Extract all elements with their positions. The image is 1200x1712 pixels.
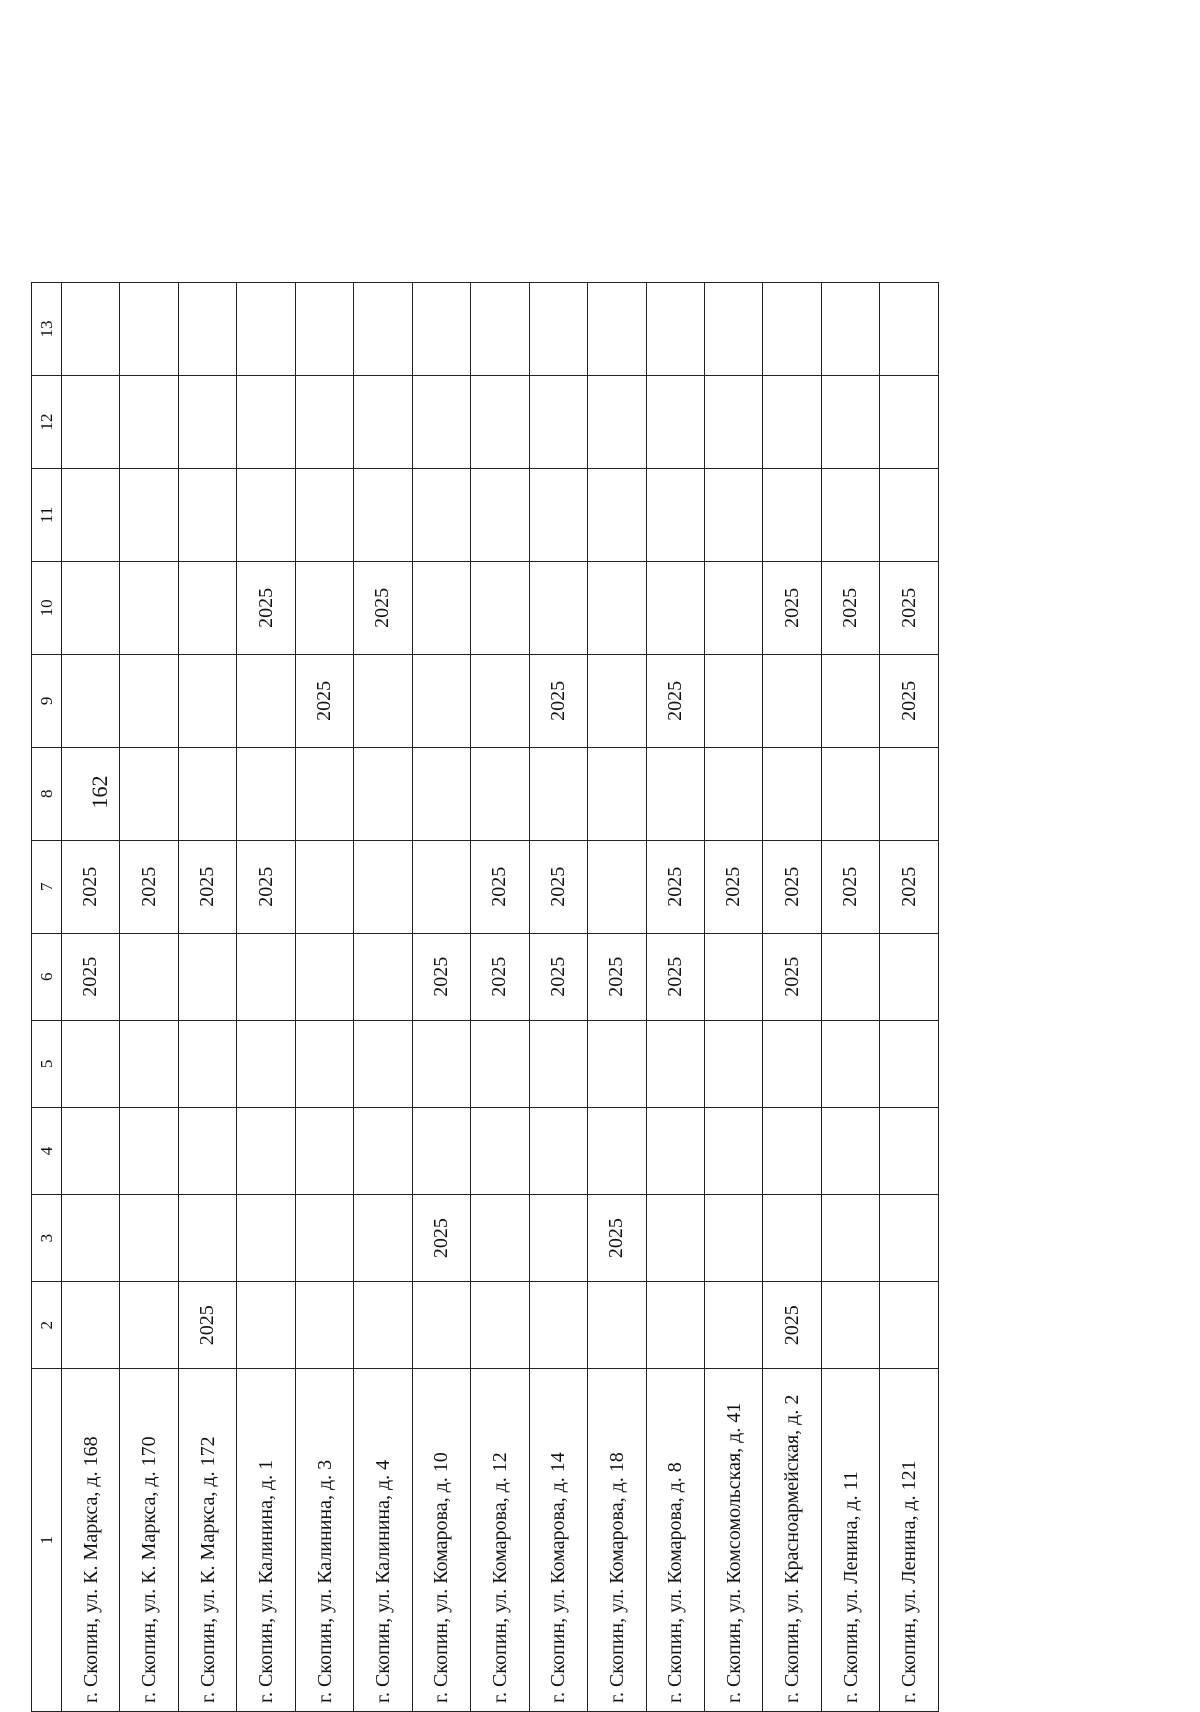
year-cell — [646, 1282, 704, 1369]
year-cell — [120, 468, 178, 561]
year-cell — [412, 840, 470, 933]
year-cell — [120, 1107, 178, 1194]
year-cell — [62, 1195, 120, 1282]
year-cell — [62, 1282, 120, 1369]
table-row — [354, 283, 412, 1712]
year-cell — [237, 283, 295, 376]
year-cell — [295, 376, 353, 469]
column-header-10: 10 — [32, 561, 62, 654]
year-cell — [237, 468, 295, 561]
year-cell — [295, 840, 353, 933]
year-cell — [704, 1282, 762, 1369]
year-cell — [880, 376, 939, 469]
table-row — [120, 283, 178, 1712]
year-cell — [704, 468, 762, 561]
year-cell — [295, 747, 353, 840]
year-cell — [412, 1282, 470, 1369]
year-cell: 2025 — [763, 561, 821, 654]
year-cell — [821, 654, 879, 747]
address-cell: г. Скопин, ул. Комарова, д. 8 — [646, 1369, 704, 1712]
year-cell: 2025 — [471, 933, 529, 1020]
year-cell — [471, 561, 529, 654]
year-cell — [880, 1107, 939, 1194]
year-cell — [295, 468, 353, 561]
column-header-2: 2 — [32, 1282, 62, 1369]
year-cell — [763, 376, 821, 469]
year-cell — [237, 1107, 295, 1194]
year-cell — [529, 1020, 587, 1107]
year-cell — [412, 468, 470, 561]
column-header-4: 4 — [32, 1107, 62, 1194]
table-row — [295, 283, 353, 1712]
column-header-11: 11 — [32, 468, 62, 561]
year-cell — [704, 376, 762, 469]
year-cell: 2025 — [295, 654, 353, 747]
year-cell: 2025 — [646, 840, 704, 933]
year-cell — [178, 747, 236, 840]
address-cell: г. Скопин, ул. К. Маркса, д. 168 — [62, 1369, 120, 1712]
column-header-5: 5 — [32, 1020, 62, 1107]
table-row — [471, 283, 529, 1712]
year-cell — [412, 376, 470, 469]
year-cell — [178, 654, 236, 747]
table-row — [178, 283, 236, 1712]
year-cell — [237, 933, 295, 1020]
year-cell: 2025 — [412, 1195, 470, 1282]
year-cell — [178, 1107, 236, 1194]
year-cell — [120, 654, 178, 747]
year-cell — [412, 1107, 470, 1194]
address-cell: г. Скопин, ул. К. Маркса, д. 170 — [120, 1369, 178, 1712]
year-cell — [471, 1282, 529, 1369]
year-cell — [62, 1107, 120, 1194]
year-cell — [354, 933, 412, 1020]
year-cell — [471, 654, 529, 747]
year-cell — [354, 840, 412, 933]
year-cell — [354, 468, 412, 561]
year-cell — [354, 283, 412, 376]
year-cell — [646, 561, 704, 654]
year-cell: 2025 — [471, 840, 529, 933]
year-cell — [178, 376, 236, 469]
column-header-12: 12 — [32, 376, 62, 469]
year-cell: 2025 — [821, 840, 879, 933]
schedule-table — [31, 282, 939, 1712]
year-cell — [354, 747, 412, 840]
address-cell: г. Скопин, ул. Комарова, д. 10 — [412, 1369, 470, 1712]
year-cell — [880, 1020, 939, 1107]
year-cell — [120, 561, 178, 654]
year-cell — [880, 933, 939, 1020]
year-cell — [704, 283, 762, 376]
year-cell — [763, 1195, 821, 1282]
year-cell — [178, 1195, 236, 1282]
year-cell: 2025 — [880, 654, 939, 747]
year-cell — [588, 747, 646, 840]
year-cell — [120, 747, 178, 840]
year-cell — [120, 1195, 178, 1282]
year-cell — [880, 468, 939, 561]
year-cell — [471, 1195, 529, 1282]
table-row — [763, 283, 821, 1712]
year-cell: 2025 — [62, 933, 120, 1020]
year-cell: 2025 — [529, 840, 587, 933]
year-cell: 2025 — [763, 1282, 821, 1369]
year-cell — [763, 283, 821, 376]
year-cell — [880, 1282, 939, 1369]
year-cell — [704, 654, 762, 747]
year-cell — [821, 1107, 879, 1194]
table-row — [62, 283, 120, 1712]
year-cell — [62, 654, 120, 747]
address-cell: г. Скопин, ул. Ленина, д. 121 — [880, 1369, 939, 1712]
address-cell: г. Скопин, ул. Калинина, д. 3 — [295, 1369, 353, 1712]
year-cell — [412, 747, 470, 840]
year-cell: 2025 — [62, 840, 120, 933]
year-cell — [529, 376, 587, 469]
year-cell — [62, 468, 120, 561]
year-cell — [412, 1020, 470, 1107]
year-cell: 2025 — [354, 561, 412, 654]
year-cell — [120, 1020, 178, 1107]
table-row — [237, 283, 295, 1712]
column-header-3: 3 — [32, 1195, 62, 1282]
year-cell — [471, 1107, 529, 1194]
column-header-6: 6 — [32, 933, 62, 1020]
year-cell — [529, 1282, 587, 1369]
column-header-7: 7 — [32, 840, 62, 933]
year-cell — [588, 283, 646, 376]
year-cell — [412, 283, 470, 376]
year-cell: 2025 — [412, 933, 470, 1020]
year-cell — [354, 1020, 412, 1107]
year-cell — [120, 933, 178, 1020]
page-number: 162 — [87, 775, 112, 809]
address-cell: г. Скопин, ул. Комарова, д. 14 — [529, 1369, 587, 1712]
column-header-13: 13 — [32, 283, 62, 376]
year-cell — [178, 933, 236, 1020]
year-cell — [529, 1107, 587, 1194]
year-cell — [646, 1020, 704, 1107]
table-row — [588, 283, 646, 1712]
year-cell — [821, 283, 879, 376]
year-cell — [763, 654, 821, 747]
year-cell — [763, 468, 821, 561]
year-cell — [62, 376, 120, 469]
year-cell — [588, 1020, 646, 1107]
year-cell — [588, 376, 646, 469]
year-cell — [62, 1020, 120, 1107]
year-cell — [821, 468, 879, 561]
year-cell: 2025 — [529, 933, 587, 1020]
year-cell — [646, 1107, 704, 1194]
table-row — [880, 283, 939, 1712]
year-cell — [295, 1195, 353, 1282]
year-cell — [295, 1020, 353, 1107]
table-header-row — [32, 283, 62, 1712]
table-row — [529, 283, 587, 1712]
year-cell — [529, 283, 587, 376]
table-row — [821, 283, 879, 1712]
address-cell: г. Скопин, ул. Комсомольская, д. 41 — [704, 1369, 762, 1712]
year-cell — [471, 747, 529, 840]
address-cell: г. Скопин, ул. Комарова, д. 12 — [471, 1369, 529, 1712]
table-row — [704, 283, 762, 1712]
year-cell: 2025 — [529, 654, 587, 747]
year-cell — [763, 747, 821, 840]
year-cell — [295, 1282, 353, 1369]
year-cell: 2025 — [120, 840, 178, 933]
year-cell — [821, 1282, 879, 1369]
year-cell — [646, 376, 704, 469]
year-cell — [471, 1020, 529, 1107]
year-cell — [646, 283, 704, 376]
year-cell — [62, 283, 120, 376]
year-cell — [763, 1020, 821, 1107]
year-cell — [354, 1282, 412, 1369]
year-cell — [237, 1282, 295, 1369]
year-cell — [704, 1107, 762, 1194]
year-cell — [354, 654, 412, 747]
year-cell — [529, 468, 587, 561]
year-cell — [237, 747, 295, 840]
year-cell — [880, 283, 939, 376]
year-cell: 2025 — [880, 840, 939, 933]
year-cell — [704, 561, 762, 654]
year-cell — [588, 1282, 646, 1369]
year-cell — [178, 1020, 236, 1107]
year-cell: 2025 — [237, 561, 295, 654]
year-cell — [354, 1195, 412, 1282]
year-cell: 2025 — [588, 1195, 646, 1282]
year-cell — [471, 376, 529, 469]
year-cell — [529, 747, 587, 840]
year-cell — [880, 1195, 939, 1282]
year-cell — [295, 561, 353, 654]
year-cell — [237, 654, 295, 747]
year-cell — [763, 1107, 821, 1194]
year-cell — [646, 1195, 704, 1282]
year-cell: 2025 — [704, 840, 762, 933]
address-cell: г. Скопин, ул. Ленина, д. 11 — [821, 1369, 879, 1712]
year-cell — [237, 1195, 295, 1282]
year-cell: 2025 — [646, 933, 704, 1020]
table-row — [412, 283, 470, 1712]
year-cell — [646, 468, 704, 561]
year-cell — [354, 376, 412, 469]
table-row — [646, 283, 704, 1712]
year-cell — [880, 747, 939, 840]
year-cell — [821, 376, 879, 469]
column-header-9: 9 — [32, 654, 62, 747]
year-cell — [821, 933, 879, 1020]
year-cell — [295, 933, 353, 1020]
address-cell: г. Скопин, ул. К. Маркса, д. 172 — [178, 1369, 236, 1712]
year-cell — [62, 747, 120, 840]
year-cell — [704, 933, 762, 1020]
year-cell — [471, 468, 529, 561]
year-cell — [354, 1107, 412, 1194]
year-cell — [821, 1195, 879, 1282]
year-cell: 2025 — [646, 654, 704, 747]
column-header-8: 8 — [32, 747, 62, 840]
address-cell: г. Скопин, ул. Красноармейская, д. 2 — [763, 1369, 821, 1712]
year-cell — [412, 561, 470, 654]
year-cell: 2025 — [237, 840, 295, 933]
year-cell — [588, 654, 646, 747]
year-cell — [120, 376, 178, 469]
address-cell: г. Скопин, ул. Калинина, д. 1 — [237, 1369, 295, 1712]
year-cell — [178, 468, 236, 561]
year-cell: 2025 — [588, 933, 646, 1020]
year-cell — [120, 1282, 178, 1369]
year-cell — [821, 747, 879, 840]
year-cell — [588, 840, 646, 933]
year-cell — [704, 747, 762, 840]
year-cell — [178, 561, 236, 654]
year-cell: 2025 — [178, 1282, 236, 1369]
year-cell — [821, 1020, 879, 1107]
year-cell — [120, 283, 178, 376]
year-cell — [412, 654, 470, 747]
year-cell — [237, 376, 295, 469]
year-cell: 2025 — [178, 840, 236, 933]
year-cell — [178, 283, 236, 376]
year-cell — [529, 1195, 587, 1282]
year-cell: 2025 — [821, 561, 879, 654]
year-cell — [704, 1020, 762, 1107]
year-cell — [529, 561, 587, 654]
year-cell: 2025 — [763, 840, 821, 933]
year-cell — [646, 747, 704, 840]
year-cell: 2025 — [763, 933, 821, 1020]
year-cell — [62, 561, 120, 654]
year-cell — [588, 1107, 646, 1194]
year-cell — [471, 283, 529, 376]
column-header-1: 1 — [32, 1369, 62, 1712]
year-cell — [295, 1107, 353, 1194]
year-cell — [588, 468, 646, 561]
year-cell — [704, 1195, 762, 1282]
year-cell — [588, 561, 646, 654]
address-cell: г. Скопин, ул. Калинина, д. 4 — [354, 1369, 412, 1712]
schedule-table-container — [31, 282, 939, 1712]
year-cell — [295, 283, 353, 376]
year-cell: 2025 — [880, 561, 939, 654]
address-cell: г. Скопин, ул. Комарова, д. 18 — [588, 1369, 646, 1712]
year-cell — [237, 1020, 295, 1107]
